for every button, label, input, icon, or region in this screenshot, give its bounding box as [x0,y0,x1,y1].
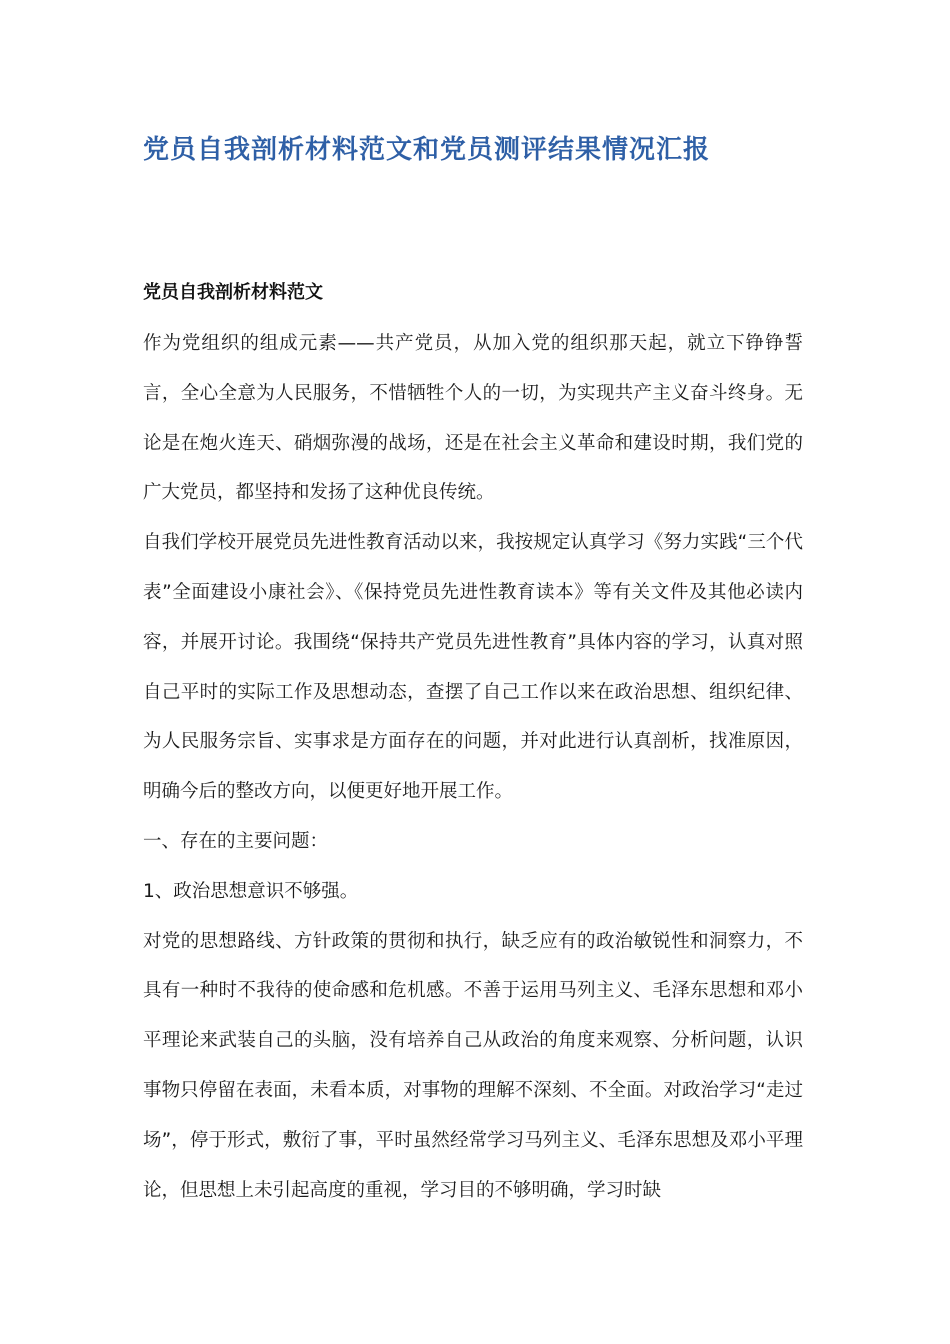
paragraph-problems-heading: 一、存在的主要问题： [143,830,329,852]
document-body [143,275,803,1215]
paragraph-item-1-heading: 1、政治思想意识不够强。 [143,880,359,902]
paragraph-item-1-body: 对党的思想路线、方针政策的贯彻和执行，缺乏应有的政治敏锐性和洞察力，不具有一种时不我待的使命感和危机感。不善于运用马列主义、毛泽东思想和邓小平理论来武装自己的头脑，没有培养自己从政治的角度来观察、分析问题，认识事物只停留在表面，未看本质，对事物的理解不深刻、不全面。对政治学习“走过场”，停于形式，敷衍了事，平时虽然经常学习马列主义、毛泽东思想及邓小平理论，但思想上未引起高度的重视，学习目的不够明确，学习时缺 [143,930,803,1201]
section-heading: 党员自我剖析材料范文 [143,282,323,303]
paragraph-intro: 作为党组织的组成元素——共产党员，从加入党的组织那天起，就立下铮铮誓言，全心全意为人民服务，不惜牺牲个人的一切，为实现共产主义奋斗终身。无论是在炮火连天、硝烟弥漫的战场，还是在社会主义革命和建设时期，我们党的广大党员，都坚持和发扬了这种优良传统。 [143,333,803,504]
paragraph-study: 自我们学校开展党员先进性教育活动以来，我按规定认真学习《努力实践“三个代表”全面建设小康社会》、《保持党员先进性教育读本》等有关文件及其他必读内容，并展开讨论。我围绕“保持共产党员先进性教育”具体内容的学习，认真对照自己平时的实际工作及思想动态，查摆了自己工作以来在政治思想、组织纪律、为人民服务宗旨、实事求是方面存在的问题，并对此进行认真剖析，找准原因，明确今后的整改方向，以便更好地开展工作。 [143,532,803,803]
document-title: 党员自我剖析材料范文和党员测评结果情况汇报 [143,135,711,165]
